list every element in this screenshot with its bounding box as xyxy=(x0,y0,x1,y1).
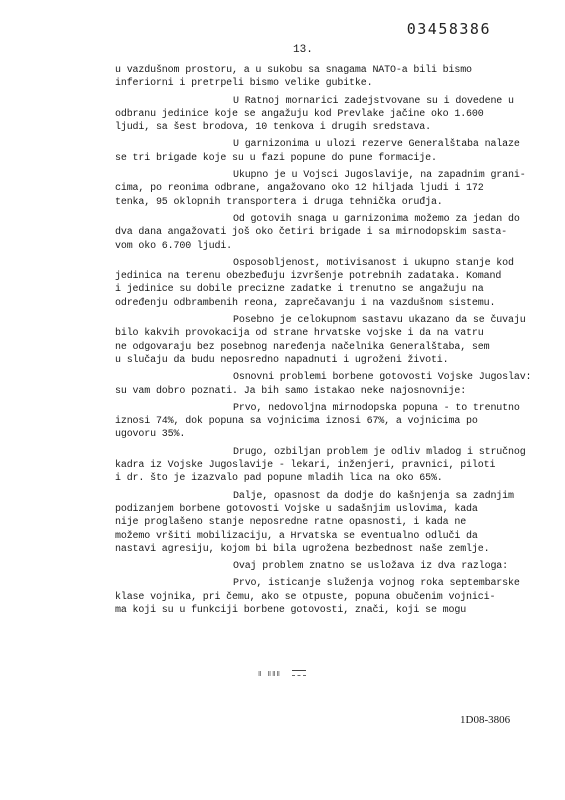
text-line: podizanjem borbene gotovosti Vojske u sadašnjim uslovima, kada xyxy=(115,503,478,515)
paragraph xyxy=(115,169,535,209)
text-line: nije proglašeno stanje neposredne ratne opasnosti, i kada ne xyxy=(115,517,467,529)
paragraph xyxy=(115,95,535,135)
scan-mark: Ⅱ ⅡⅡⅡ xyxy=(258,670,281,678)
text-line: ugovoru 35%. xyxy=(115,429,186,441)
text-line: Dalje, opasnost da dodje do kašnjenja sa zadnjim xyxy=(233,490,514,502)
text-line: Osposobljenost, motivisanost i ukupno stanje kod xyxy=(233,257,514,269)
text-line: ma koji su u funkciji borbene gotovosti, znači, koji se mogu xyxy=(115,604,467,616)
text-line: U Ratnoj mornarici zadejstvovane su i dovedene u xyxy=(233,95,514,107)
text-line: Ovaj problem znatno se usložava iz dva razloga: xyxy=(233,561,508,573)
text-line: ne odgovaraju bez posebnog naređenja načelnika Generalštaba, sem xyxy=(115,341,490,353)
text-line: određenju odbrambenih reona, zaprečavanju i na vazdušnom sistemu. xyxy=(115,297,496,309)
paragraph xyxy=(115,213,535,253)
paragraph xyxy=(115,371,535,398)
text-line: Od gotovih snaga u garnizonima možemo za jedan do xyxy=(233,213,520,225)
text-line: tenka, 95 oklopnih transportera i druga tehnička oruđja. xyxy=(115,196,443,208)
paragraph xyxy=(115,314,535,367)
text-line: u vazdušnom prostoru, a u sukobu sa snagama NATO-a bili bismo xyxy=(115,65,472,76)
text-line: iznosi 74%, dok popuna sa vojnicima iznosi 67%, a vojnicima po xyxy=(115,416,478,428)
document-id-stamp: 03458386 xyxy=(406,20,491,38)
text-line: Prvo, nedovoljna mirnodopska popuna - to trenutno xyxy=(233,402,520,414)
text-line: možemo vršiti mobilizaciju, a Hrvatska se eventualno odluči da xyxy=(115,530,478,542)
text-line: U garnizonima u ulozi rezerve Generalštaba nalaze xyxy=(233,139,520,151)
paragraph xyxy=(115,560,535,573)
text-line: dva dana angažovati još oko četiri brigade i sa mirnodopskim sasta- xyxy=(115,227,508,239)
page-number: 13. xyxy=(293,44,313,56)
paragraph xyxy=(115,64,535,91)
text-line: su vam dobro poznati. Ja bih samo istakao neke najosnovnije: xyxy=(115,385,467,397)
paragraph xyxy=(115,138,535,165)
text-line: nastavi agresiju, kojom bi bila ugrožena bezbednost naše zemlje. xyxy=(115,543,490,555)
text-line: i jedinice su dobile precizne zadatke i trenutno se angažuju na xyxy=(115,284,484,296)
paragraph xyxy=(115,402,535,442)
text-line: vom oko 6.700 ljudi. xyxy=(115,240,233,252)
text-line: Ukupno je u Vojsci Jugoslavije, na zapadnim grani- xyxy=(233,170,526,182)
text-line: se tri brigade koje su u fazi popune do pune formacije. xyxy=(115,152,437,164)
text-line: Osnovni problemi borbene gotovosti Vojske Jugoslav: xyxy=(233,372,532,384)
paragraph xyxy=(115,257,535,310)
document-body xyxy=(115,64,535,621)
text-line: Drugo, ozbiljan problem je odliv mladog i stručnog xyxy=(233,446,526,458)
text-line: bilo kakvih provokacija od strane hrvatske vojske i da na vatru xyxy=(115,328,484,340)
paragraph xyxy=(115,446,535,486)
archive-code: 1D08-3806 xyxy=(460,714,511,726)
text-line: inferiorni i pretrpeli bismo velike gubitke. xyxy=(115,78,373,90)
paragraph xyxy=(115,577,535,617)
text-line: ljudi, sa šest brodova, 10 tenkova i drugih sredstava. xyxy=(115,122,431,134)
scan-artifact xyxy=(292,670,306,676)
text-line: i dr. što je izazvalo pad popune mladih lica na oko 65%. xyxy=(115,473,443,485)
text-line: u slučaju da budu neposredno napadnuti i ugroženi životi. xyxy=(115,354,449,366)
text-line: Prvo, isticanje služenja vojnog roka septembarske xyxy=(233,578,520,590)
text-line: odbranu jedinice koje se angažuju kod Prevlake jačine oko 1.600 xyxy=(115,108,484,120)
text-line: cima, po reonima odbrane, angažovano oko 12 hiljada ljudi i 172 xyxy=(115,183,484,195)
paragraph xyxy=(115,490,535,556)
text-line: kadra iz Vojske Jugoslavije - lekari, inženjeri, pravnici, piloti xyxy=(115,460,496,472)
text-line: klase vojnika, pri čemu, ako se otpuste, popuna obučenim vojnici- xyxy=(115,591,496,603)
text-line: jedinica na terenu obezbeđuju izvršenje potrebnih zadataka. Komand xyxy=(115,271,502,283)
text-line: Posebno je celokupnom sastavu ukazano da se čuvaju xyxy=(233,315,526,327)
